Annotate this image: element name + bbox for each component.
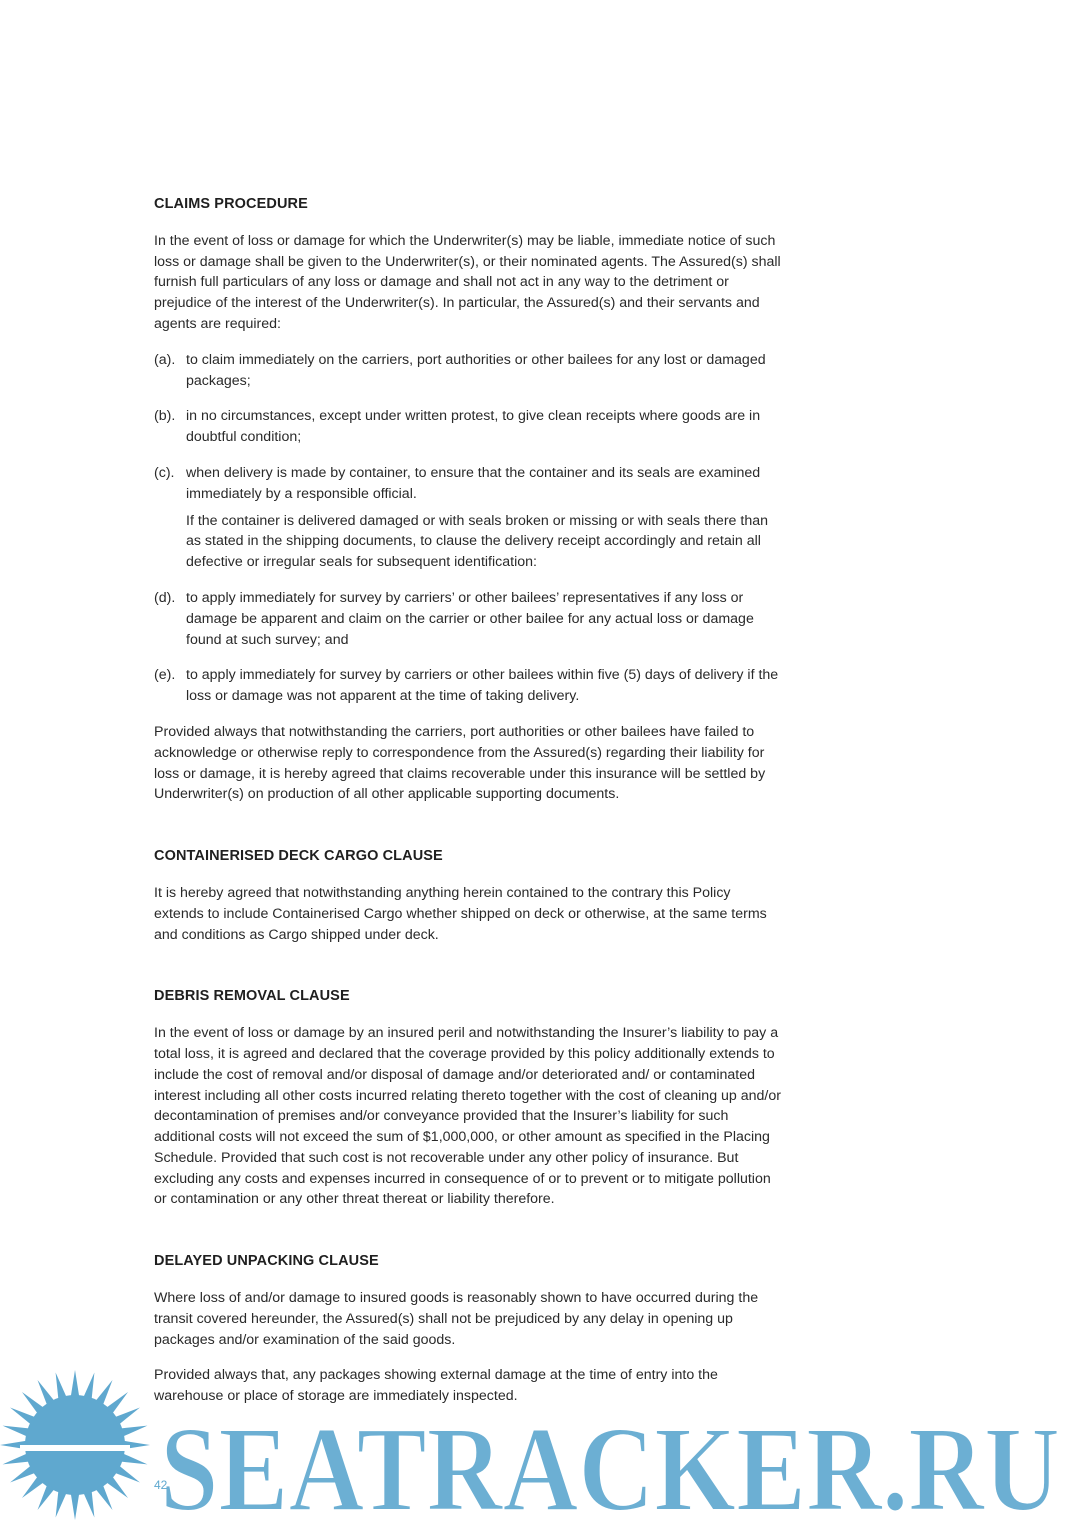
- sun-ray: [120, 1453, 147, 1464]
- list-item: [154, 406, 784, 448]
- paragraph: Where loss of and/or damage to insured goods is reasonably shown to have occurred during the transit covered hereunder, the Assured(s) shall not be prejudiced by any delay in opening up packages and/or examination of the said goods.: [154, 1290, 759, 1348]
- sun-ray: [38, 1484, 55, 1510]
- page-number: 42: [154, 1478, 168, 1492]
- sun-ray: [114, 1408, 140, 1425]
- paragraph: In the event of loss or damage for which the Underwriter(s) may be liable, immediate notice of such loss or damage shall be given to the Underwriter(s), or their nominated agents. The Assured(s) shall furnish full particulars of any loss or damage and shall not act in any way to the detriment or prejudice of the interest of the Underwriter(s). In particular, the Assured(s) and their servants and agents are required:: [154, 232, 781, 332]
- list-marker: (d).: [154, 589, 176, 606]
- section-spacer: [154, 820, 784, 846]
- sun-ray: [56, 1373, 67, 1400]
- section-heading: DELAYED UNPACKING CLAUSE: [154, 1253, 379, 1270]
- claims-procedure-section: [154, 194, 784, 805]
- section-heading: CLAIMS PROCEDURE: [154, 196, 308, 212]
- sun-ray: [71, 1370, 80, 1397]
- containerised-deck-cargo-section: [154, 846, 784, 945]
- sun-ray: [38, 1380, 55, 1406]
- sun-ray: [106, 1392, 128, 1414]
- section-spacer: [154, 1225, 784, 1251]
- paragraph: Provided always that notwithstanding the carriers, port authorities or other bailees have failed to acknowledge or otherwise reply to correspondence from the Assured(s) regarding their liability for loss or damage, it is hereby agreed that claims recoverable under this insurance will be settled by Underwriter(s) on production of all other applicable supporting documents.: [154, 723, 766, 803]
- list-marker: (e).: [154, 667, 176, 684]
- section-spacer: [154, 960, 784, 986]
- document-body: [154, 194, 784, 1422]
- sun-ray: [106, 1476, 128, 1498]
- sun-ray: [10, 1408, 36, 1425]
- list-item-text: to apply immediately for survey by carriers’ or other bailees’ representatives if any loss or damage be apparent and claim on the carrier or other bailee for any actual loss or damage found at such survey; and: [186, 589, 754, 648]
- sun-ray: [56, 1490, 67, 1517]
- claims-requirements-list: [154, 350, 784, 707]
- sun-ray: [95, 1380, 112, 1406]
- section-heading: CONTAINERISED DECK CARGO CLAUSE: [154, 848, 443, 865]
- debris-removal-section: [154, 986, 784, 1210]
- sun-ray: [120, 1426, 147, 1437]
- sun-ray: [10, 1465, 36, 1482]
- sun-ray: [71, 1493, 80, 1520]
- sun-ray: [114, 1465, 140, 1482]
- section-heading: DEBRIS REMOVAL CLAUSE: [154, 988, 350, 1005]
- sun-ray: [83, 1490, 94, 1517]
- sun-ray: [3, 1453, 30, 1464]
- list-item: [154, 350, 784, 392]
- seatracker-watermark: [0, 1360, 1080, 1527]
- list-marker: (c).: [154, 464, 175, 481]
- paragraph: In the event of loss or damage by an insured peril and notwithstanding the Insurer’s liability to pay a total loss, it is agreed and declared that the coverage provided by this policy additionally extends to include the cost of removal and/or disposal of damage and/or deteriorated and/ or contaminated interest including all other costs incurred relating thereto together with the cost of cleaning up and/or decontamination of premises and/or conveyance provided that the Insurer’s liability for such additional costs will not exceed the sum of $1,000,000, or other amount as specified in the Placing Schedule. Provided that such cost is not recoverable under any other policy of insurance. But excluding any costs and expenses incurred in consequence of or to prevent or to mitigate pollution or contamination or any other threat thereat or liability therefore.: [154, 1025, 781, 1208]
- list-item-subparagraph: If the container is delivered damaged or with seals broken or missing or with seals there than as stated in the shipping documents, to clause the delivery receipt accordingly and retain all defective or irregular seals for subsequent identification:: [186, 512, 768, 571]
- list-item-text: to apply immediately for survey by carriers or other bailees within five (5) days of delivery if the loss or damage was not apparent at the time of taking delivery.: [186, 667, 779, 705]
- list-marker: (a).: [154, 351, 176, 368]
- horizon-line: [20, 1445, 130, 1451]
- list-item-text: when delivery is made by container, to ensure that the container and its seals are examined immediately by a responsible official.: [186, 464, 761, 502]
- sun-ray: [22, 1476, 44, 1498]
- list-marker: (b).: [154, 408, 176, 425]
- list-item-text: in no circumstances, except under written protest, to give clean receipts where goods are in doubtful condition;: [186, 408, 761, 446]
- sun-ray: [83, 1373, 94, 1400]
- sun-ray: [3, 1426, 30, 1437]
- paragraph: Provided always that, any packages showing external damage at the time of entry into the warehouse or place of storage are immediately inspected.: [154, 1367, 718, 1405]
- list-item: [154, 588, 784, 650]
- paragraph: It is hereby agreed that notwithstanding anything herein contained to the contrary this Policy extends to include Containerised Cargo whether shipped on deck or otherwise, at the same terms and conditions as Cargo shipped under deck.: [154, 884, 767, 943]
- watermark-text: SEATRACKER.RU: [160, 1402, 1060, 1527]
- list-item-text: to claim immediately on the carriers, port authorities or other bailees for any lost or damaged packages;: [186, 351, 766, 389]
- sun-ray: [22, 1392, 44, 1414]
- sun-ray: [95, 1484, 112, 1510]
- list-item: [154, 463, 784, 573]
- list-item: [154, 665, 784, 707]
